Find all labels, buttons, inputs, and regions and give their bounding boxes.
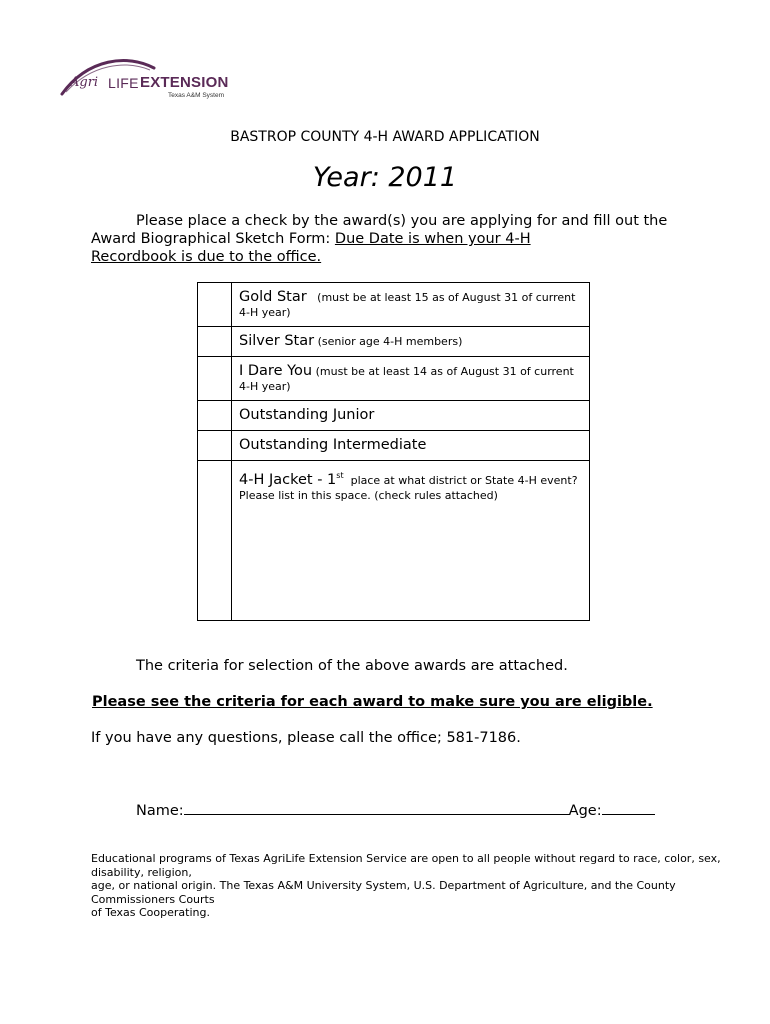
award-name: I Dare You	[239, 363, 313, 379]
agrilife-extension-logo	[58, 56, 238, 106]
jacket-prefix: 4-H Jacket - 1	[239, 471, 337, 488]
award-checkbox[interactable]	[198, 357, 232, 401]
award-note: (must be at least 14 as of August 31 of current 4-H year)	[239, 365, 578, 393]
year-title: Year: 2011	[312, 162, 458, 193]
footer-disclaimer	[91, 852, 731, 920]
awards-table	[197, 282, 590, 621]
footer-line: of Texas Cooperating.	[91, 906, 210, 919]
logo-extension-text: EXTENSION	[140, 74, 229, 91]
age-label: Age:	[568, 803, 602, 819]
due-date-line1: Due Date is when your 4-H	[334, 231, 531, 247]
award-note: (must be at least 15 as of August 31 of current 4-H year)	[239, 291, 579, 319]
name-label: Name:	[136, 803, 184, 819]
criteria-text: The criteria for selection of the above awards are attached.	[136, 658, 568, 674]
jacket-sup: st	[336, 471, 344, 480]
name-age-line	[136, 800, 655, 819]
award-row-4h-jacket	[198, 461, 590, 621]
award-checkbox[interactable]	[198, 401, 232, 431]
logo-agri-text: Agri	[70, 75, 99, 90]
award-checkbox[interactable]	[198, 327, 232, 357]
award-note: (senior age 4-H members)	[314, 335, 463, 348]
award-row-outstanding-intermediate	[198, 431, 590, 461]
award-checkbox[interactable]	[198, 283, 232, 327]
award-row-outstanding-junior	[198, 401, 590, 431]
page-heading: BASTROP COUNTY 4-H AWARD APPLICATION	[230, 129, 540, 145]
intro-paragraph	[91, 212, 691, 266]
jacket-text: place at what district or State 4-H event? Please list in this space. (check rules attached)	[239, 473, 582, 502]
award-row-silver-star	[198, 327, 590, 357]
award-name: Outstanding Intermediate	[239, 437, 427, 453]
footer-line: Educational programs of Texas AgriLife Extension Service are open to all people without regard to race, color, sex, disability, religion,	[91, 852, 721, 879]
award-row-gold-star	[198, 283, 590, 327]
logo-life-text: LIFE	[108, 75, 139, 91]
name-field[interactable]	[184, 800, 569, 815]
eligibility-notice: Please see the criteria for each award to make sure you are eligible.	[92, 694, 653, 710]
award-checkbox[interactable]	[198, 461, 232, 621]
age-field[interactable]	[602, 800, 655, 815]
due-date-line2: Recordbook is due to the office.	[91, 249, 322, 265]
questions-text: If you have any questions, please call the office; 581-7186.	[91, 730, 521, 746]
award-name: Outstanding Junior	[239, 407, 375, 423]
award-row-i-dare-you	[198, 357, 590, 401]
award-checkbox[interactable]	[198, 431, 232, 461]
logo-system-text: Texas A&M System	[168, 92, 224, 99]
intro-text: Please place a check by the award(s) you are applying for and fill out the Award Biographical Sketch Form:	[91, 213, 668, 247]
award-name: Silver Star	[239, 333, 315, 349]
award-name: Gold Star	[239, 289, 307, 305]
footer-line: age, or national origin. The Texas A&M University System, U.S. Department of Agriculture, and the County Commissioners Courts	[91, 879, 676, 906]
